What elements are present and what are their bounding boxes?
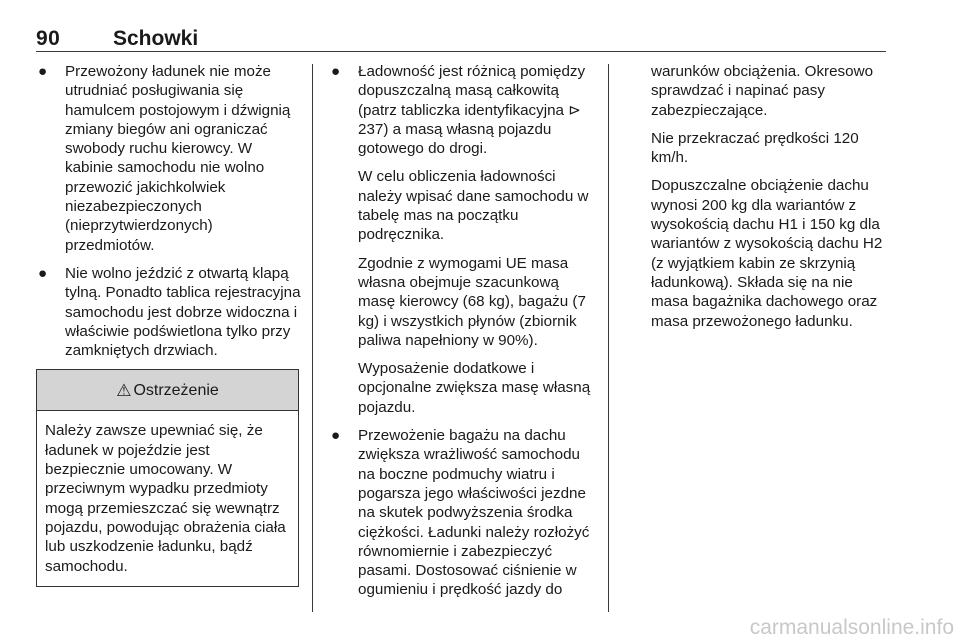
warning-box [36, 369, 299, 586]
bullet-text: Nie wolno jeździć z otwartą klapą tylną. Ponadto tablica rejestracyjna samochodu jest dobrze widoczna i właściwie podświetlona tylko przy zamkniętych drzwiach. [65, 264, 301, 360]
paragraph: Dopuszczalne obciążenie dachu wynosi 200 kg dla wariantów z wysokością dachu H1 i 150 kg dla wariantów z wysokością dachu H2 (z wyjątkiem kabin ze skrzynią ładunkową). Składa się na nie masa bagażnika dachowego oraz masa przewożonego ładunku. [651, 177, 883, 330]
warning-triangle-icon: ⚠ [116, 380, 132, 400]
column-3 [651, 62, 891, 340]
page-number: 90 [36, 27, 61, 50]
bullet-icon: ● [331, 63, 341, 80]
warning-text: Należy zawsze upewniać się, że ładunek w pojeździe jest bezpiecznie umocowany. W przeciwnym wypadku przedmioty mogą przemieszczać się wewnątrz pojazdu, powodując obrażenia ciała lub uszkodzenie ładunku, bądź samochodu. [45, 422, 286, 575]
list-item [329, 426, 597, 600]
page-header [36, 27, 886, 51]
column-divider-1 [312, 64, 313, 612]
paragraph: W celu obliczenia ładowności należy wpisać dane samochodu w tabelę mas na początku podręcznika. [358, 168, 589, 244]
watermark: carmanualsonline.info [749, 616, 954, 639]
page-ref-arrow-icon: ⊳ [568, 101, 581, 119]
paragraph: Wyposażenie dodatkowe i opcjonalne zwiększa masę własną pojazdu. [358, 360, 591, 416]
column-2 [329, 62, 597, 609]
paragraph: warunków obciążenia. Okresowo sprawdzać i napinać pasy zabezpieczające. [651, 63, 874, 119]
list-item [36, 264, 301, 360]
bullet-icon: ● [331, 427, 341, 445]
paragraph: Zgodnie z wymogami UE masa własna obejmuje szacunkową masę kierowcy (68 kg), bagażu (7 kg) i wszystkich płynów (zbiornik paliwa napełniony w 90%). [358, 254, 586, 349]
page-title: Schowki [113, 27, 199, 50]
bullet-icon: ● [38, 264, 48, 282]
bullet-text-cont: ) a masą własną pojazdu gotowego do drogi. [358, 120, 552, 158]
list-item [329, 62, 597, 417]
bullet-text: Przewożony ładunek nie może utrudniać posługiwania się hamulcem postojowym i dźwignią zmiany biegów ani ograniczać swobody ruchu kierowcy. W kabinie samochodu nie wolno przewozić jakichkolwiek niezabezpieczonych (nieprzytwierdzonych) przedmiotów. [65, 63, 291, 254]
bullet-text: Ładowność jest różnicą pomiędzy dopuszczalną masą całkowitą (patrz tabliczka identyfikacyjna [358, 63, 586, 119]
list-item [36, 62, 301, 255]
header-divider [36, 51, 886, 52]
bullet-icon: ● [38, 63, 48, 80]
warning-title: Ostrzeżenie [133, 381, 219, 399]
column-1 [36, 62, 301, 587]
bullet-text: Przewożenie bagażu na dachu zwiększa wrażliwość samochodu na boczne podmuchy wiatru i pogarsza jego właściwości jezdne na skutek podwyższenia środka ciężkości. Ładunki należy rozłożyć równomiernie i zabezpieczyć pasami. Dostosować ciśnienie w ogumieniu i prędkość jazdy do [358, 427, 590, 599]
paragraph: Nie przekraczać prędkości 120 km/h. [651, 129, 859, 167]
warning-header [37, 370, 298, 411]
page-ref-link[interactable]: 237 [358, 120, 384, 138]
column-divider-2 [608, 64, 609, 612]
